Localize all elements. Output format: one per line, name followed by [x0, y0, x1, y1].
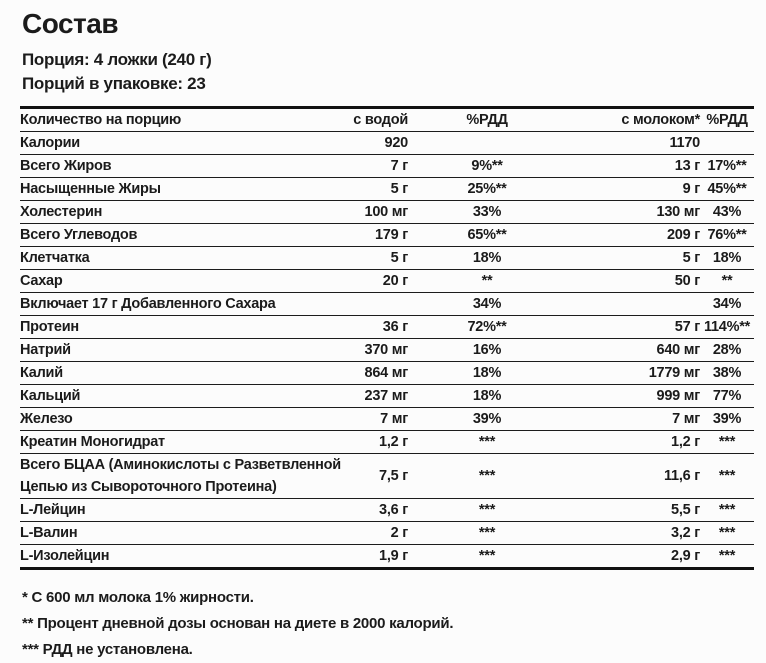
rdd-percent-with-water: ***	[408, 499, 566, 522]
nutrient-name: Всего БЦАА (Аминокислоты с Разветвленной Цепью из Сывороточного Протеина)	[20, 454, 352, 499]
rdd-percent-with-milk: 28%	[700, 339, 754, 362]
rdd-percent-with-water: 18%	[408, 247, 566, 270]
rdd-percent-with-milk: 17%**	[700, 155, 754, 178]
nutrient-name: Сахар	[20, 270, 352, 293]
rdd-percent-with-milk: ***	[700, 522, 754, 545]
value-with-milk: 9 г	[566, 178, 700, 201]
value-with-milk: 3,2 г	[566, 522, 700, 545]
nutrient-name: Всего Жиров	[20, 155, 352, 178]
rdd-percent-with-milk: ***	[700, 499, 754, 522]
nutrient-name: Калории	[20, 132, 352, 155]
rdd-percent-with-water: 18%	[408, 385, 566, 408]
table-row	[20, 201, 754, 224]
rdd-percent-with-milk: ***	[700, 454, 754, 499]
value-with-water: 5 г	[352, 247, 408, 270]
value-with-water: 5 г	[352, 178, 408, 201]
label-header	[0, 0, 766, 96]
table-row	[20, 522, 754, 545]
value-with-milk: 50 г	[566, 270, 700, 293]
footnote-rdd-not-established: *** РДД не установлена.	[22, 641, 193, 658]
rdd-percent-with-milk: ***	[700, 431, 754, 454]
rdd-percent-with-water: 65%**	[408, 224, 566, 247]
value-with-water: 7 мг	[352, 408, 408, 431]
value-with-milk: 209 г	[566, 224, 700, 247]
table-row	[20, 431, 754, 454]
nutrient-name: Протеин	[20, 316, 352, 339]
table-row	[20, 155, 754, 178]
value-with-milk: 5,5 г	[566, 499, 700, 522]
value-with-water: 1,2 г	[352, 431, 408, 454]
table-row	[20, 316, 754, 339]
value-with-water: 7 г	[352, 155, 408, 178]
value-with-water: 920	[352, 132, 408, 155]
value-with-milk: 1779 мг	[566, 362, 700, 385]
nutrient-name: Калий	[20, 362, 352, 385]
table-row	[20, 362, 754, 385]
serving-size-text: Порция: 4 ложки (240 г)	[22, 50, 212, 69]
column-header-with-water: с водой	[352, 108, 408, 132]
value-with-milk: 57 г	[566, 316, 700, 339]
nutrient-name: Креатин Моногидрат	[20, 431, 352, 454]
rdd-percent-with-water: 72%**	[408, 316, 566, 339]
rdd-percent-with-milk: 38%	[700, 362, 754, 385]
value-with-water: 370 мг	[352, 339, 408, 362]
table-row	[20, 408, 754, 431]
rdd-percent-with-water: 33%	[408, 201, 566, 224]
table-header-row	[20, 108, 754, 132]
nutrition-table	[20, 106, 754, 570]
footnote-daily-value: ** Процент дневной дозы основан на диете в 2000 калорий.	[22, 615, 454, 632]
value-with-milk: 1170	[566, 132, 700, 155]
nutrient-name: Включает 17 г Добавленного Сахара	[20, 293, 352, 316]
nutrient-name: Клетчатка	[20, 247, 352, 270]
rdd-percent-with-milk: 114%**	[700, 316, 754, 339]
rdd-percent-with-milk: **	[700, 270, 754, 293]
table-row	[20, 132, 754, 155]
value-with-milk: 5 г	[566, 247, 700, 270]
rdd-percent-with-water: 18%	[408, 362, 566, 385]
rdd-percent-with-water: 39%	[408, 408, 566, 431]
nutrient-name: Холестерин	[20, 201, 352, 224]
rdd-percent-with-milk	[700, 132, 754, 155]
nutrient-name: L-Лейцин	[20, 499, 352, 522]
nutrient-name: L-Валин	[20, 522, 352, 545]
rdd-percent-with-water: 25%**	[408, 178, 566, 201]
nutrient-name: Кальций	[20, 385, 352, 408]
value-with-milk: 999 мг	[566, 385, 700, 408]
nutrient-name: L-Изолейцин	[20, 545, 352, 569]
rdd-percent-with-milk: 43%	[700, 201, 754, 224]
rdd-percent-with-milk: ***	[700, 545, 754, 569]
rdd-percent-with-milk: 34%	[700, 293, 754, 316]
table-row	[20, 339, 754, 362]
rdd-percent-with-milk: 45%**	[700, 178, 754, 201]
table-row	[20, 224, 754, 247]
value-with-water: 237 мг	[352, 385, 408, 408]
nutrient-name: Насыщенные Жиры	[20, 178, 352, 201]
column-header-with-milk: с молоком*	[566, 108, 700, 132]
rdd-percent-with-water	[408, 132, 566, 155]
nutrient-name: Натрий	[20, 339, 352, 362]
value-with-milk: 640 мг	[566, 339, 700, 362]
servings-per-container-text: Порций в упаковке: 23	[22, 74, 206, 93]
value-with-milk: 1,2 г	[566, 431, 700, 454]
nutrient-name: Железо	[20, 408, 352, 431]
value-with-water: 36 г	[352, 316, 408, 339]
value-with-water: 100 мг	[352, 201, 408, 224]
footnote-milk: * С 600 мл молока 1% жирности.	[22, 589, 254, 606]
rdd-percent-with-milk: 18%	[700, 247, 754, 270]
rdd-percent-with-water: 16%	[408, 339, 566, 362]
rdd-percent-with-water: 9%**	[408, 155, 566, 178]
value-with-water: 20 г	[352, 270, 408, 293]
value-with-milk	[566, 293, 700, 316]
column-header-rdd-water: %РДД	[408, 108, 566, 132]
value-with-water: 2 г	[352, 522, 408, 545]
rdd-percent-with-water: ***	[408, 545, 566, 569]
column-header-rdd-milk: %РДД	[700, 108, 754, 132]
value-with-water: 3,6 г	[352, 499, 408, 522]
value-with-milk: 11,6 г	[566, 454, 700, 499]
value-with-milk: 2,9 г	[566, 545, 700, 569]
rdd-percent-with-water: ***	[408, 454, 566, 499]
table-row	[20, 454, 754, 499]
value-with-water: 179 г	[352, 224, 408, 247]
table-row	[20, 293, 754, 316]
rdd-percent-with-water: ***	[408, 431, 566, 454]
value-with-water: 864 мг	[352, 362, 408, 385]
rdd-percent-with-water: 34%	[408, 293, 566, 316]
table-row	[20, 247, 754, 270]
footnotes	[22, 585, 766, 663]
table-row	[20, 385, 754, 408]
value-with-milk: 13 г	[566, 155, 700, 178]
value-with-milk: 7 мг	[566, 408, 700, 431]
page-title: Состав	[22, 8, 119, 39]
rdd-percent-with-water: ***	[408, 522, 566, 545]
rdd-percent-with-water: **	[408, 270, 566, 293]
value-with-water	[352, 293, 408, 316]
table-row	[20, 545, 754, 569]
nutrient-name: Всего Углеводов	[20, 224, 352, 247]
rdd-percent-with-milk: 76%**	[700, 224, 754, 247]
rdd-percent-with-milk: 39%	[700, 408, 754, 431]
column-header-amount-per-serving: Количество на порцию	[20, 108, 352, 132]
rdd-percent-with-milk: 77%	[700, 385, 754, 408]
table-row	[20, 270, 754, 293]
value-with-water: 1,9 г	[352, 545, 408, 569]
table-row	[20, 178, 754, 201]
value-with-milk: 130 мг	[566, 201, 700, 224]
table-row	[20, 499, 754, 522]
value-with-water: 7,5 г	[352, 454, 408, 499]
